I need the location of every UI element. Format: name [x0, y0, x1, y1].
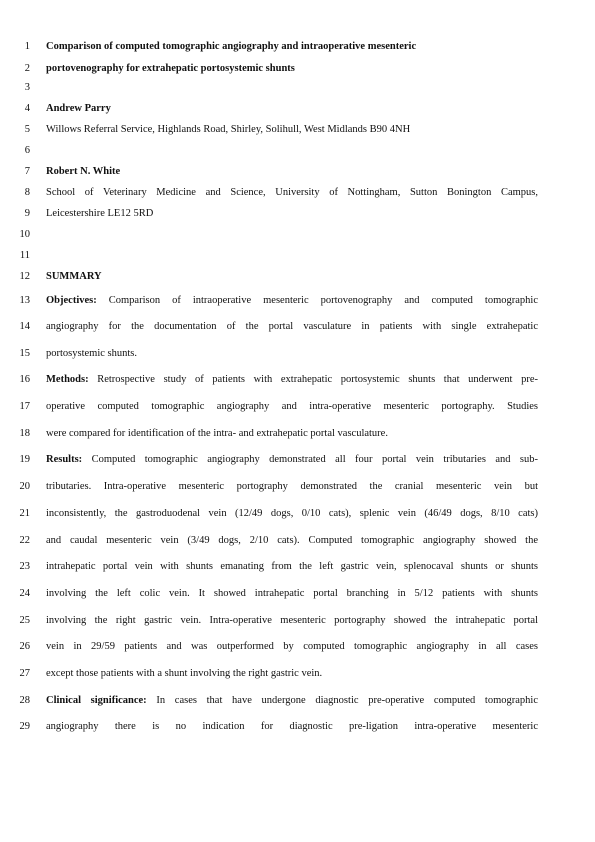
text-line [46, 347, 538, 361]
line-number: 25 [19, 615, 30, 626]
line-text: vein in 29/59 patients and was outperformed by computed tomographic angiography in all cases [46, 641, 538, 652]
line-text: Leicestershire LE12 5RD [46, 208, 154, 219]
text-line [46, 427, 538, 441]
line-number: 15 [19, 348, 30, 359]
text-line [46, 507, 538, 521]
line-number: 14 [19, 321, 30, 332]
text-line [46, 320, 538, 334]
line-number: 7 [24, 166, 30, 177]
line-number: 16 [19, 374, 30, 385]
line-text: inconsistently, the gastroduodenal vein (12/49 dogs, 0/10 cats), splenic vein (46/49 dogs, 8/10 cats) [46, 508, 538, 519]
text-line [46, 207, 538, 221]
line-number: 1 [24, 41, 30, 52]
bold-lead: Clinical significance: [46, 695, 147, 706]
line-number: 13 [19, 295, 30, 306]
line-text: intrahepatic portal vein with shunts emanating from the left gastric vein, splenocaval shunts or shunts [46, 561, 538, 572]
line-number: 6 [24, 145, 30, 156]
text-line [46, 614, 538, 628]
line-text: In cases that have undergone diagnostic pre-operative computed tomographic [146, 695, 538, 706]
line-number: 20 [19, 481, 30, 492]
text-line [46, 400, 538, 414]
bold-lead: Robert N. White [46, 166, 121, 177]
line-text: Willows Referral Service, Highlands Road, Shirley, Solihull, West Midlands B90 4NH [46, 124, 411, 135]
line-number: 21 [19, 508, 30, 519]
text-line [46, 40, 538, 54]
text-line [46, 534, 538, 548]
line-number: 8 [24, 187, 30, 198]
line-text: operative computed tomographic angiography and intra-operative mesenteric portography. Studies [46, 401, 538, 412]
line-text: involving the left colic vein. It showed intrahepatic portal branching in 5/12 patients with shunts [46, 588, 538, 599]
line-number: 28 [19, 695, 30, 706]
line-number: 22 [19, 535, 30, 546]
text-line [46, 373, 538, 387]
line-number: 11 [19, 250, 30, 261]
bold-lead: Comparison of computed tomographic angiography and intraoperative mesenteric [46, 41, 417, 52]
line-number: 2 [24, 63, 30, 74]
text-line [46, 667, 538, 681]
text-line [46, 560, 538, 574]
line-text: and caudal mesenteric vein (3/49 dogs, 2/10 cats). Computed tomographic angiography showed the [46, 535, 538, 546]
bold-lead: Methods: [46, 374, 89, 385]
line-number: 10 [19, 229, 30, 240]
line-text: Comparison of intraoperative mesenteric portovenography and computed tomographic [96, 295, 538, 306]
line-text: portosystemic shunts. [46, 348, 137, 359]
line-number: 26 [19, 641, 30, 652]
text-line [46, 270, 538, 284]
line-number: 5 [24, 124, 30, 135]
line-text: involving the right gastric vein. Intra-operative mesenteric portography showed the intrahepatic portal [46, 615, 538, 626]
line-number: 17 [19, 401, 30, 412]
text-line [46, 720, 538, 734]
text-line [46, 186, 538, 200]
line-number: 3 [24, 82, 30, 93]
line-number: 12 [19, 271, 30, 282]
text-line [46, 102, 538, 116]
line-number: 24 [19, 588, 30, 599]
text-line [46, 480, 538, 494]
text-line [46, 123, 538, 137]
line-text: except those patients with a shunt involving the right gastric vein. [46, 668, 323, 679]
line-text: angiography there is no indication for diagnostic pre-ligation intra-operative mesenteric [46, 721, 538, 732]
line-number: 29 [19, 721, 30, 732]
bold-lead: Andrew Parry [46, 103, 111, 114]
text-line [46, 294, 538, 308]
bold-lead: portovenography for extrahepatic portosystemic shunts [46, 63, 295, 74]
line-text: angiography for the documentation of the portal vasculature in patients with single extrahepatic [46, 321, 538, 332]
text-line [46, 453, 538, 467]
bold-lead: Results: [46, 454, 83, 465]
line-number: 23 [19, 561, 30, 572]
line-text: were compared for identification of the intra- and extrahepatic portal vasculature. [46, 428, 388, 439]
line-number: 18 [19, 428, 30, 439]
line-text: Computed tomographic angiography demonstrated all four portal vein tributaries and sub- [82, 454, 538, 465]
line-text: School of Veterinary Medicine and Science, University of Nottingham, Sutton Bonington Campus, [46, 187, 538, 198]
line-text: tributaries. Intra-operative mesenteric portography demonstrated the cranial mesenteric vein but [46, 481, 538, 492]
text-line [46, 587, 538, 601]
text-line [46, 165, 538, 179]
line-number: 9 [24, 208, 30, 219]
text-line [46, 640, 538, 654]
line-number: 19 [19, 454, 30, 465]
line-number: 4 [24, 103, 30, 114]
line-number: 27 [19, 668, 30, 679]
line-text: Retrospective study of patients with extrahepatic portosystemic shunts that underwent pre- [88, 374, 538, 385]
text-line [46, 62, 538, 76]
bold-lead: Objectives: [46, 295, 97, 306]
bold-lead: SUMMARY [46, 271, 102, 282]
text-line [46, 694, 538, 708]
